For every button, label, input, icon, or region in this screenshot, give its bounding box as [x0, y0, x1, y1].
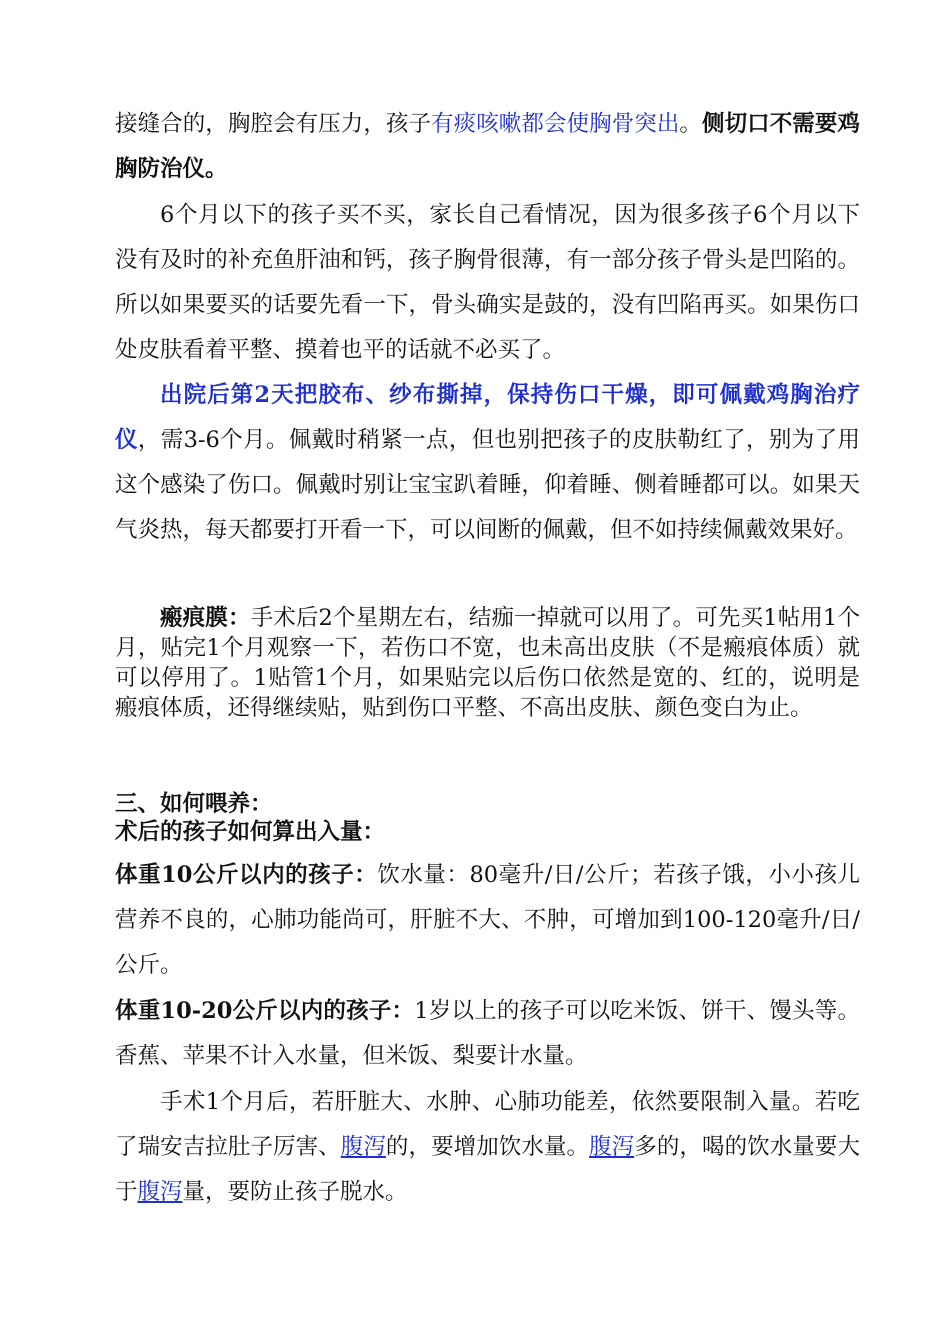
- paragraph-weight-under-10kg: [115, 853, 860, 988]
- paragraph-after-discharge: [115, 373, 860, 553]
- blue-highlight-text: 有痰咳嗽都会使胸骨突出: [431, 111, 680, 137]
- paragraph-scar-film: [115, 603, 860, 723]
- text-run: 的，要增加饮水量。: [385, 1134, 590, 1160]
- paragraph-weight-10-20kg: [115, 989, 860, 1079]
- text-run: 手术后2个星期左右，结痂一掉就可以用了。可先买1帖用1个月，贴完1个月观察一下，若伤口不宽，也未高出皮肤（不是瘢痕体质）就可以停用了。1贴管1个月，如果贴完以后伤口依然是宽的、红的，说明是瘢痕体质，还得继续贴，贴到伤口平整、不高出皮肤、颜色变白为止。: [115, 605, 860, 721]
- text-run: 手术1个月后，若肝脏大、水肿、心肺功能差，依然要限制入量。若吃了瑞安吉拉肚子厉害、: [115, 1089, 860, 1160]
- diarrhea-link[interactable]: 腹泻: [589, 1134, 635, 1160]
- text-run: 1岁以上的孩子可以吃米饭、饼干、馒头等。香蕉、苹果不计入水量，但米饭、梨要计水量。: [115, 998, 860, 1069]
- section-heading-feeding: 三、如何喂养：: [115, 791, 273, 817]
- paragraph-under-six-months: 6个月以下的孩子买不买，家长自己看情况，因为很多孩子6个月以下没有及时的补充鱼肝油和钙，孩子胸骨很薄，有一部分孩子骨头是凹陷的。所以如果要买的话要先看一下，骨头确实是鼓的，没有凹陷再买。如果伤口处皮肤看着平整、摸着也平的话就不必买了。: [115, 202, 860, 363]
- diarrhea-link[interactable]: 腹泻: [137, 1179, 183, 1205]
- text-run: 接缝合的，胸腔会有压力，孩子: [115, 111, 432, 137]
- bold-label: 体重10公斤以内的孩子：: [115, 862, 378, 888]
- paragraph-one-month-after: [115, 1080, 860, 1215]
- text-run: 量，要防止孩子脱水。: [182, 1179, 408, 1205]
- bold-label: 体重10-20公斤以内的孩子：: [115, 998, 415, 1024]
- bold-label: 瘢痕膜：: [160, 605, 251, 631]
- bold-blue-text: 出院后第2天把胶布、纱布撕掉，保持伤口干燥，即可佩戴鸡胸治疗仪: [115, 382, 860, 453]
- text-run: 饮水量：80毫升/日/公斤；若孩子饿，小小孩儿营养不良的，心肺功能尚可，肝脏不大、不肿，可增加到100-120毫升/日/公斤。: [115, 862, 861, 978]
- diarrhea-link[interactable]: 腹泻: [340, 1134, 386, 1160]
- text-run: 。: [679, 111, 702, 137]
- text-run: ，需3-6个月。佩戴时稍紧一点，但也别把孩子的皮肤勒红了，别为了用这个感染了伤口。佩戴时别让宝宝趴着睡，仰着睡、侧着睡都可以。如果天气炎热，每天都要打开看一下，可以间断的佩戴，但不如持续佩戴效果好。: [115, 427, 860, 543]
- bold-text: 侧切口不需要鸡胸防治仪。: [115, 111, 860, 182]
- paragraph-side-incision: [115, 102, 860, 192]
- subheading-intake-output: 术后的孩子如何算出入量：: [115, 819, 386, 845]
- text-run: 多的，喝的饮水量要大于: [115, 1134, 860, 1205]
